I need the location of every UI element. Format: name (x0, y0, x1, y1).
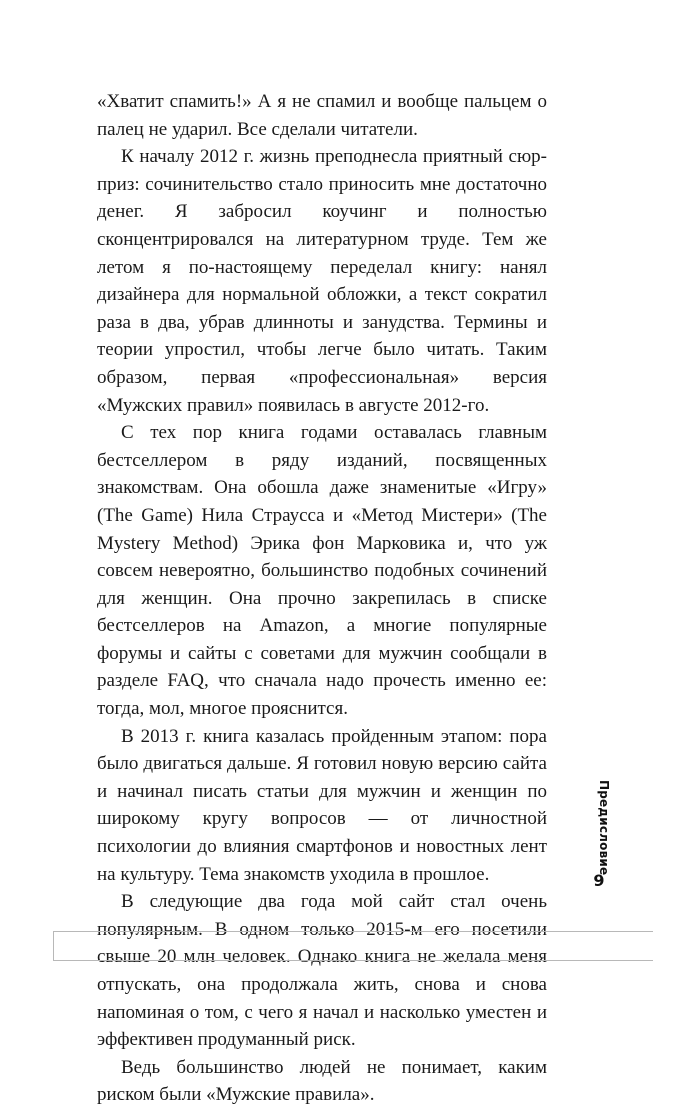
paragraph-4: В 2013 г. книга казалась пройденным этапом: пора было двигаться дальше. Я готовил новую версию сайта и начинал писать статьи для мужчин и женщин по широкому кругу вопросов — от личностной психологии до влияния смартфонов и новостных лент на культуру. Тема знакомств уходила в прошлое. (97, 725, 547, 885)
paragraph-1: «Хватит спамить!» А я не спамил и вообще пальцем о палец не ударил. Все сделали читатели. (97, 91, 547, 140)
bottom-frame (53, 931, 653, 961)
paragraph-6: Ведь большинство людей не понимает, каким риском были «Мужские правила». (97, 1056, 547, 1106)
section-title: Предисловие (597, 780, 611, 876)
paragraph-5: В следующие два года мой сайт стал очень популярным. В одном только 2015-м его посетили свыше 20 млн человек. Однако книга не желала меня отпускать, она продолжала жить, снова и снова напоминая о том, с чего я начал и насколько уместен и эффективен продуманный риск. (97, 891, 547, 1051)
paragraph-3: С тех пор книга годами оставалась главным бестселлером в ряду изданий, посвященных знакомствам. Она обошла даже знаменитые «Игру» (The Game) Нила Страусса и «Метод Мистери» (The Mystery Method) Эрика фон Марковика и, что уж совсем невероятно, большинство подобных сочинений для женщин. Она прочно закрепилась в списке бестселлеров на Amazon, а многие популярные форумы и сайты с советами для мужчин сообщали в разделе FAQ, что сначала надо прочесть именно ее: тогда, мол, многое прояснится. (97, 422, 547, 720)
page-number: 9 (593, 871, 605, 890)
paragraph-2: К началу 2012 г. жизнь преподнесла приятный сюрприз: сочинительство стало приносить мне достаточно денег. Я забросил коучинг и полностью сконцентрировался на литературном труде. Тем же летом я по-настоящему переделал книгу: нанял дизайнера для нормальной обложки, а текст сократил раза в два, убрав длинноты и занудства. Термины и теории упростил, чтобы легче было читать. Таким образом, первая «профессиональная» версия «Мужских правил» появилась в августе 2012-го. (97, 146, 547, 416)
